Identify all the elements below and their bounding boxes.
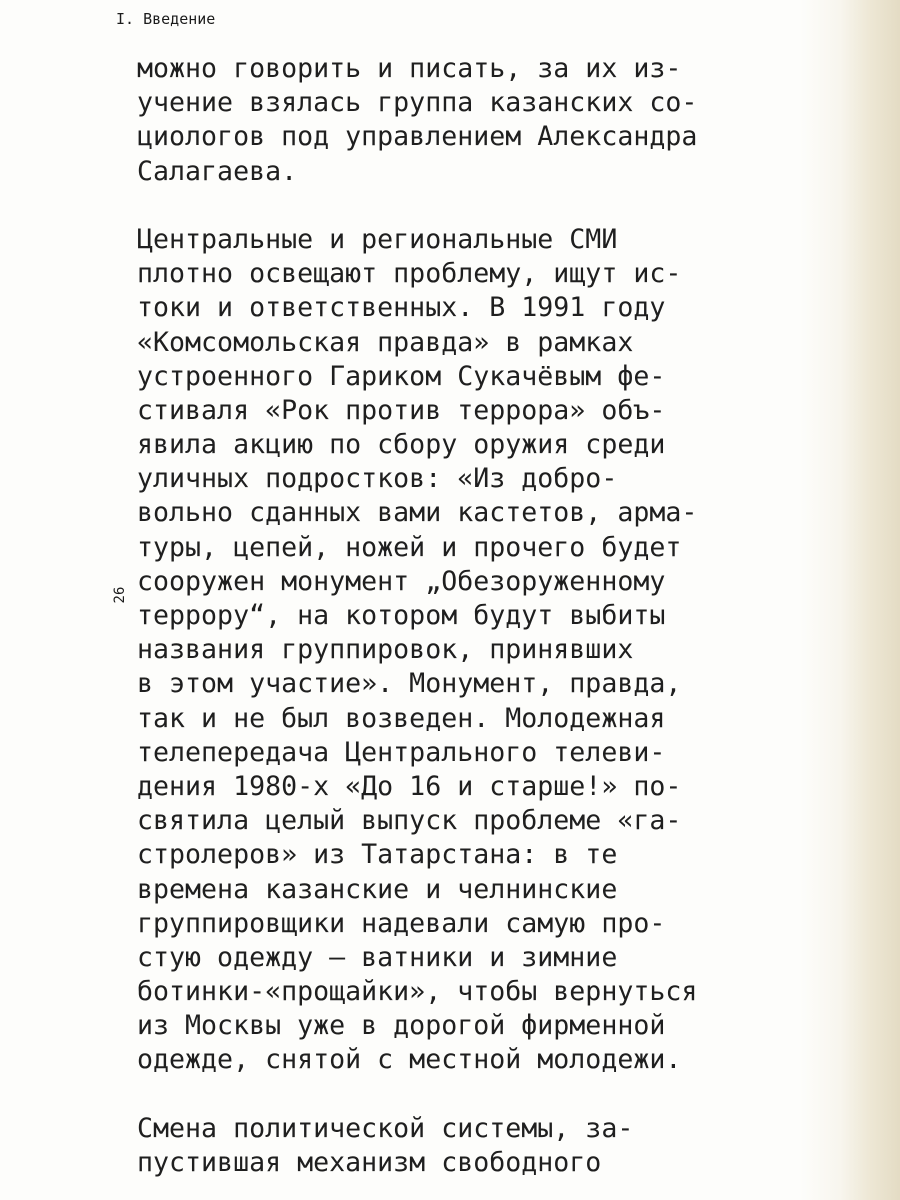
text-line: стролеров» из Татарстана: в те [137, 839, 618, 871]
text-line: святила целый выпуск проблеме «га- [137, 805, 682, 837]
text-line: токи и ответственных. В 1991 году [137, 292, 666, 324]
text-line: так и не был возведен. Молодежная [137, 702, 666, 734]
paragraph-1 [137, 52, 777, 189]
text-line: уличных подростков: «Из добро- [137, 463, 618, 495]
text-line: явила акцию по сбору оружия среди [137, 429, 666, 461]
paragraph-3 [137, 1112, 777, 1180]
text-line: устроенного Гариком Сукачёвым фе- [137, 360, 666, 392]
running-head: I. Введение [116, 10, 216, 28]
text-line: Салагаева. [137, 155, 298, 187]
paragraph-gap [137, 1078, 777, 1112]
text-line: группировщики надевали самую про- [137, 907, 666, 939]
paragraph-2 [137, 223, 777, 1078]
text-line: времена казанские и челнинские [137, 873, 618, 905]
text-line: стую одежду — ватники и зимние [137, 941, 618, 973]
text-line: названия группировок, принявших [137, 634, 634, 666]
text-line: пустившая механизм свободного [137, 1147, 602, 1178]
text-line: из Москвы уже в дорогой фирменной [137, 1010, 666, 1042]
text-line: Смена политической системы, за- [137, 1112, 634, 1144]
text-line: Центральные и региональные СМИ [137, 223, 618, 255]
page-edge-shadow [800, 0, 900, 1200]
text-line: одежде, снятой с местной молодежи. [137, 1044, 682, 1076]
text-line: «Комсомольская правда» в рамках [137, 326, 634, 358]
text-line: вольно сданных вами кастетов, арма- [137, 497, 698, 529]
paragraph-gap [137, 189, 777, 223]
text-line: сооружен монумент „Обезоруженному [137, 565, 666, 597]
text-line: учение взялась группа казанских со- [137, 87, 698, 119]
text-line: дения 1980-х «До 16 и старше!» по- [137, 770, 682, 802]
text-line: телепередача Центрального телеви- [137, 736, 666, 768]
page-number: 26 [112, 586, 128, 604]
text-line: плотно освещают проблему, ищут ис- [137, 258, 682, 290]
text-line: циологов под управлением Александра [137, 121, 698, 153]
text-line: в этом участие». Монумент, правда, [137, 668, 682, 700]
body-text [137, 52, 777, 1180]
text-line: можно говорить и писать, за их из- [137, 53, 682, 84]
text-line: туры, цепей, ножей и прочего будет [137, 531, 682, 563]
text-line: ботинки-«прощайки», чтобы вернуться [137, 976, 698, 1008]
text-line: стиваля «Рок против террора» объ- [137, 394, 666, 426]
text-line: террору“, на котором будут выбиты [137, 600, 666, 631]
